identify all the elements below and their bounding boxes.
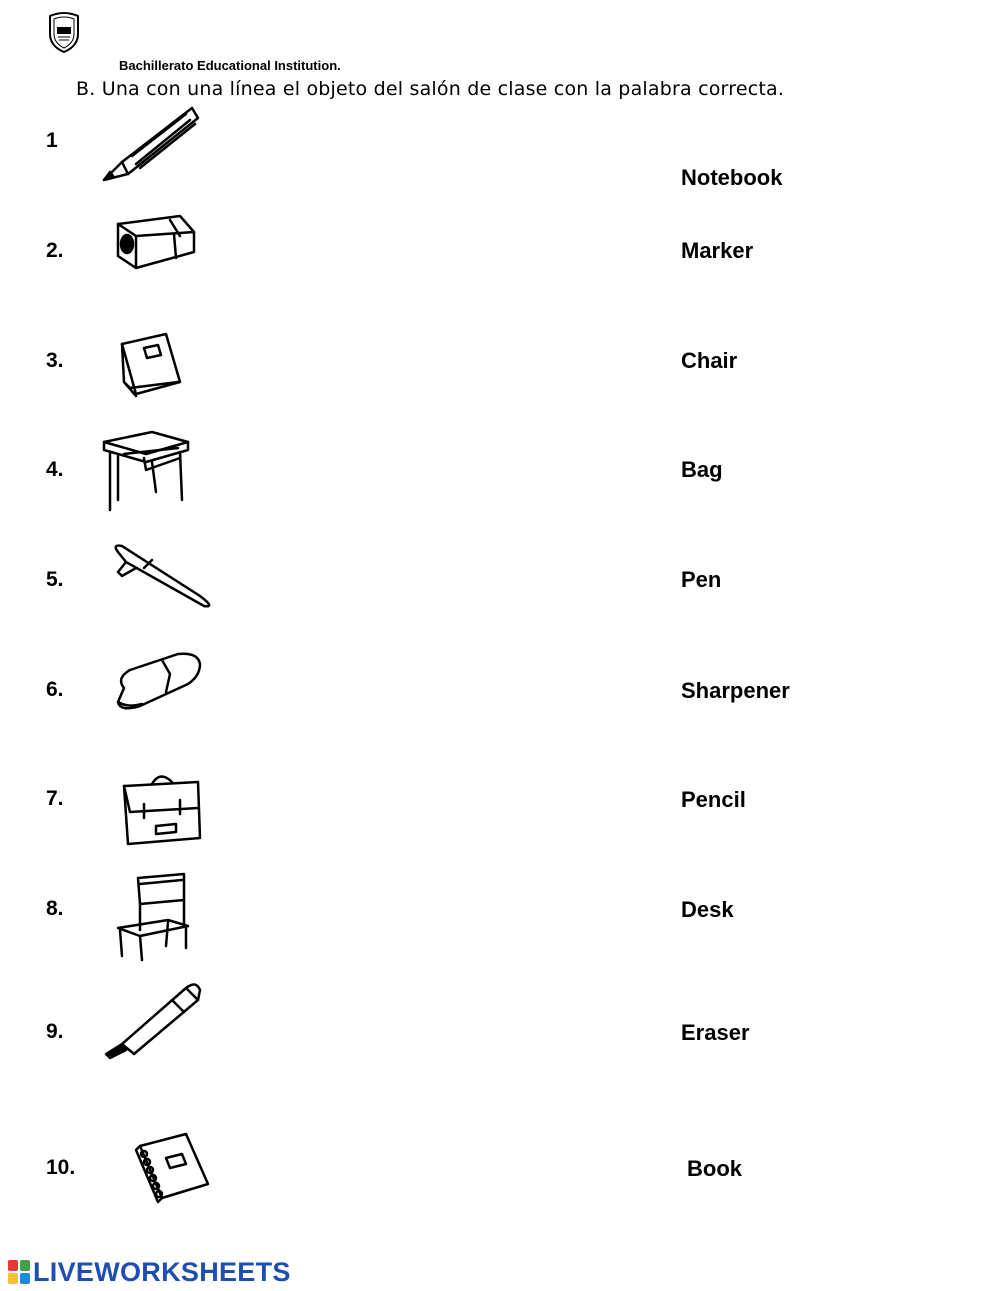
liveworksheets-logo-icon [8,1260,30,1284]
instruction-text: B. Una con una línea el objeto del salón de clase con la palabra correcta. [76,78,785,100]
sharpener-icon [100,208,220,300]
item-number: 7. [46,787,64,810]
word-option[interactable]: Book [687,1156,742,1181]
school-shield-logo-icon [46,10,82,54]
word-option[interactable]: Chair [681,348,738,373]
item-number: 8. [46,897,64,920]
desk-icon [100,430,220,522]
item-number: 5. [46,568,64,591]
school-name: Bachillerato Educational Institution. [119,58,341,73]
item-number: 2. [46,239,64,262]
item-number: 9. [46,1020,64,1043]
bag-icon [100,760,220,852]
word-option[interactable]: Pencil [681,787,746,812]
word-option[interactable]: Eraser [681,1020,750,1045]
word-option[interactable]: Bag [681,457,723,482]
item-number: 6. [46,678,64,701]
word-option[interactable]: Marker [681,238,754,263]
word-option[interactable]: Notebook [681,165,783,190]
word-option[interactable]: Desk [681,897,734,922]
item-number: 4. [46,458,64,481]
word-option[interactable]: Pen [681,567,722,592]
pencil-icon [100,104,220,196]
item-number: 3. [46,349,64,372]
notebook-icon [100,1128,220,1220]
item-number: 1 [46,129,58,152]
book-icon [100,330,220,422]
eraser-icon [100,648,220,740]
brand-text: LIVEWORKSHEETS [33,1256,291,1287]
liveworksheets-brand [8,1256,291,1288]
marker-icon [100,978,220,1070]
word-option[interactable]: Sharpener [681,678,790,703]
pen-icon [100,538,220,630]
chair-icon [100,870,220,962]
item-number: 10. [46,1156,76,1179]
